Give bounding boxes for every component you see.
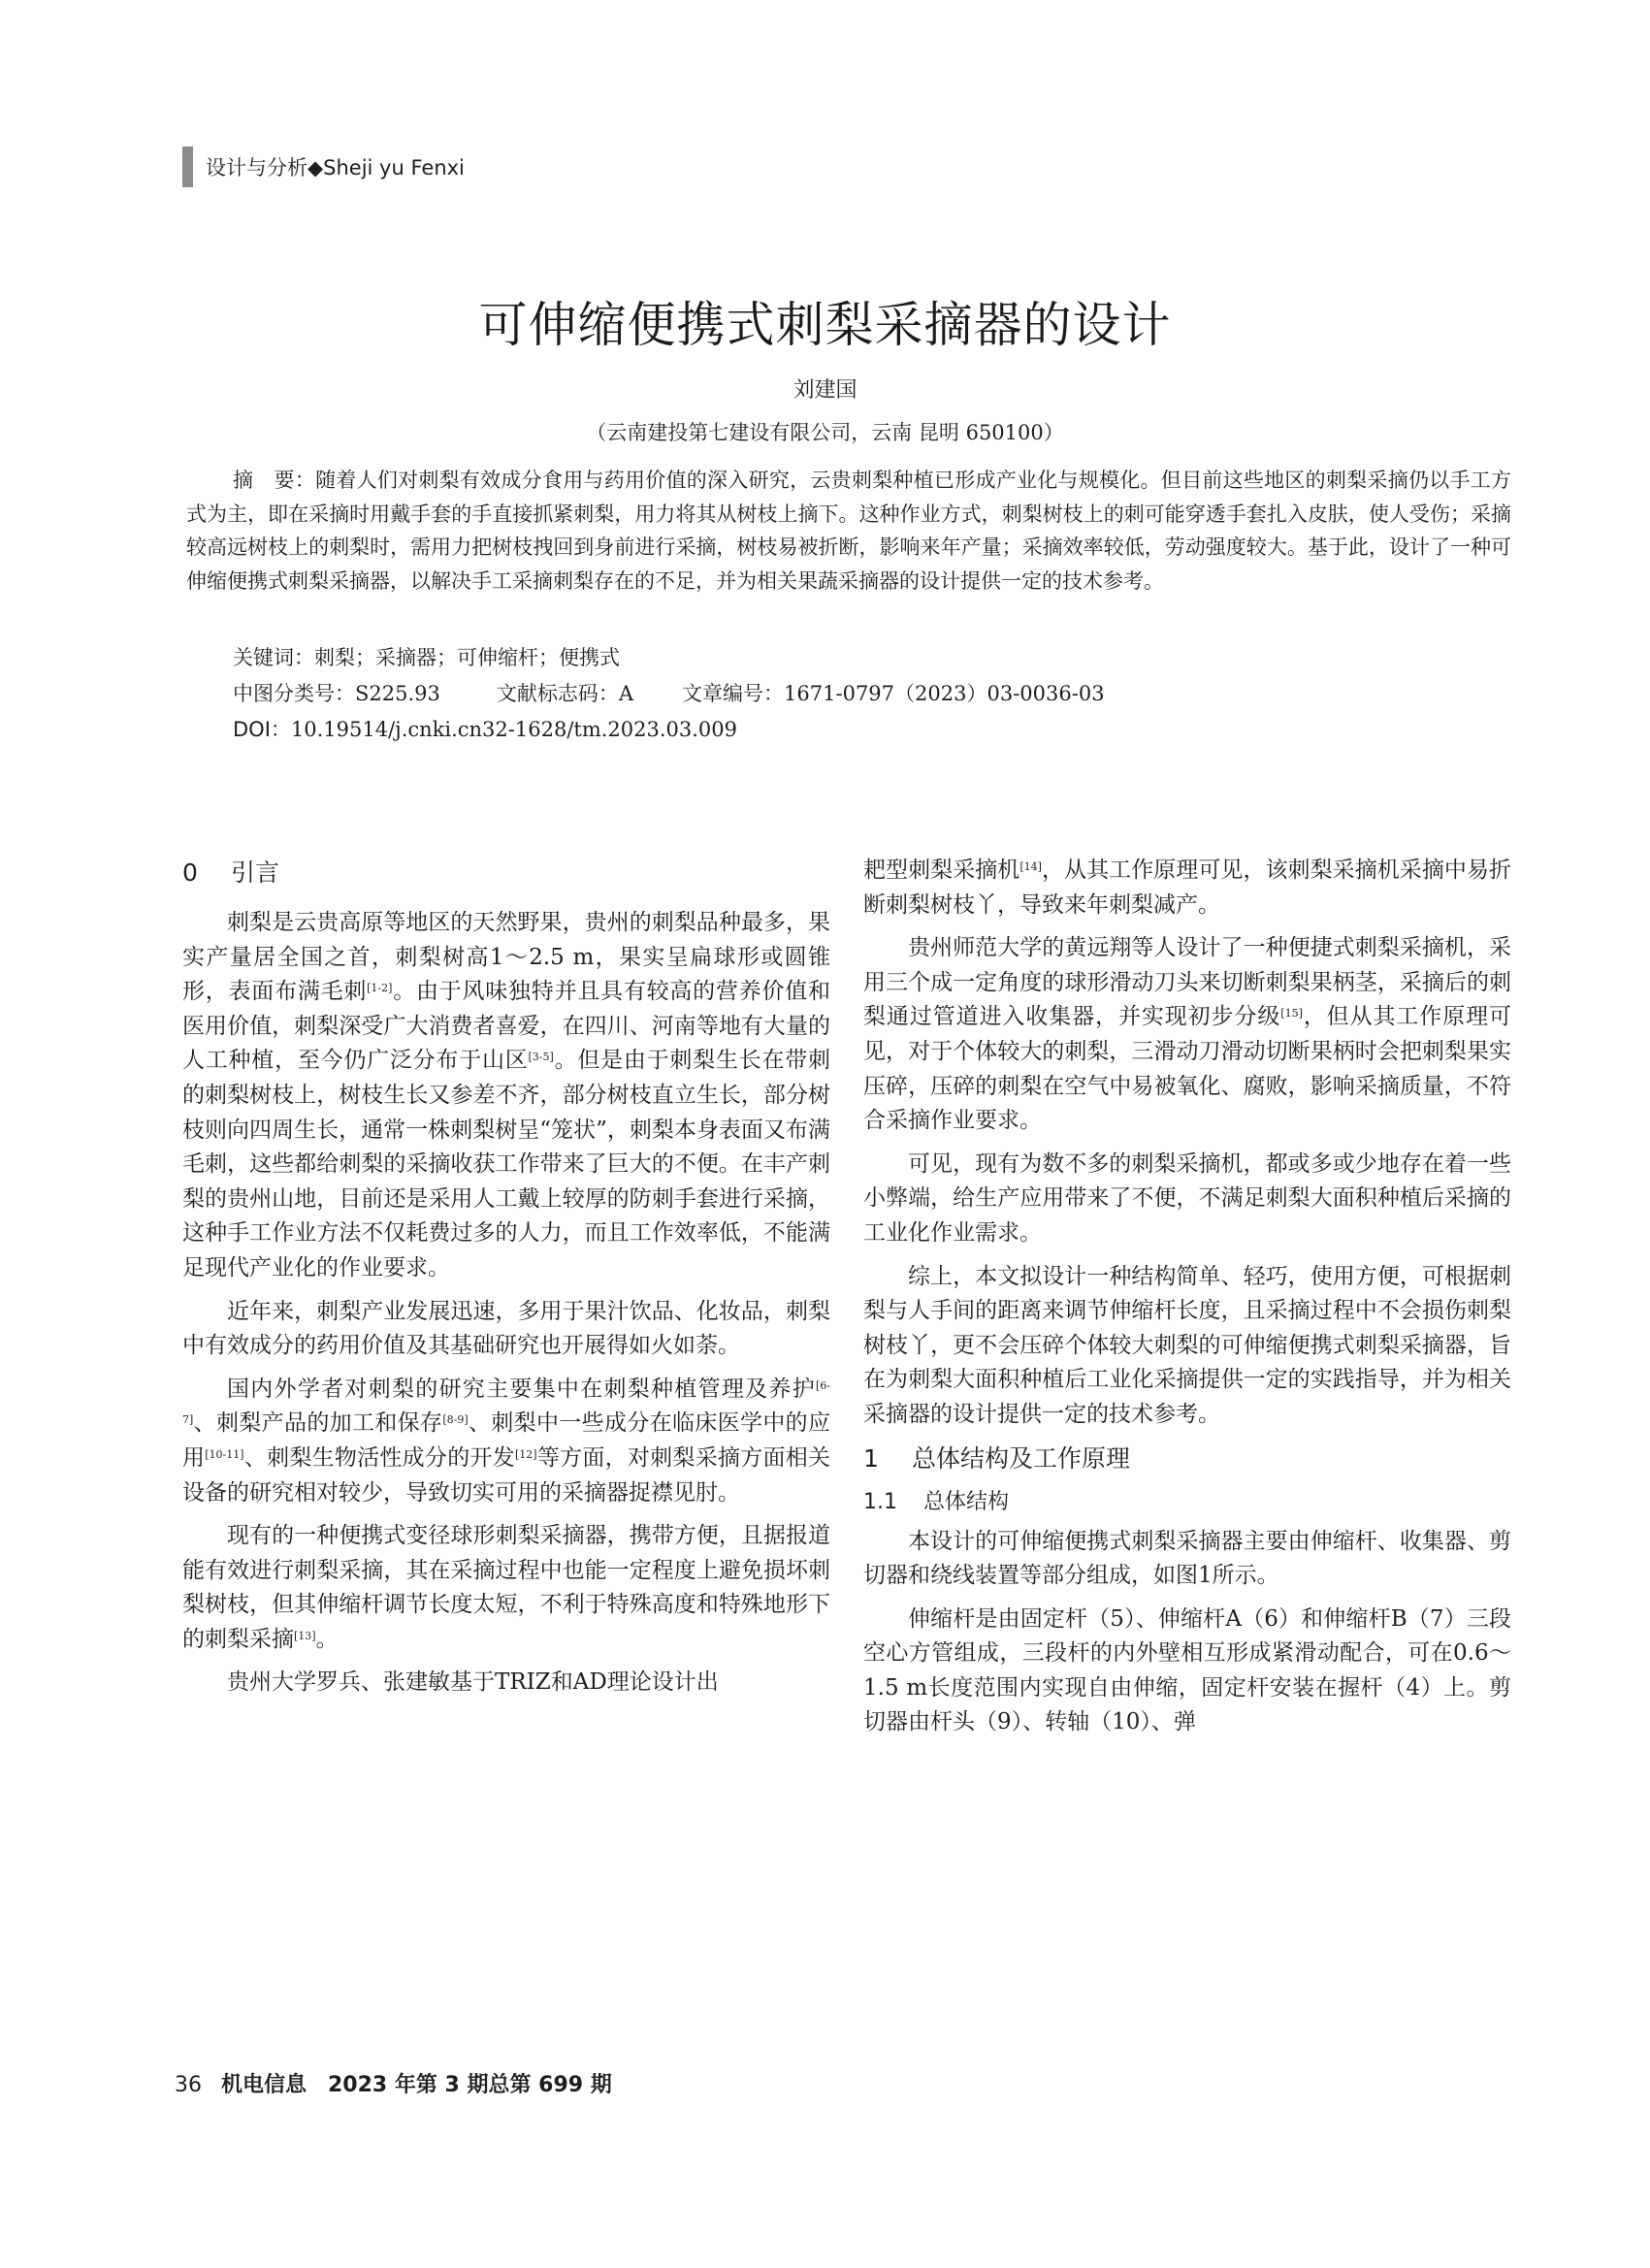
paragraph: 贵州师范大学的黄远翔等人设计了一种便捷式刺梨采摘机，采用三个成一定角度的球形滑动刀头来切断刺梨果柄茎，采摘后的刺梨通过管道进入收集器，并实现初步分级[15]，但从其工作原理可见，对于个体较大的刺梨，三滑动刀滑动切断果柄时会把刺梨果实压碎，压碎的刺梨在空气中易被氧化、腐败，影响采摘质量，不符合采摘作业要求。 <box>863 935 1512 1134</box>
keywords-text: 刺梨；采摘器；可伸缩杆；便携式 <box>314 646 620 669</box>
paragraph: 刺梨是云贵高原等地区的天然野果，贵州的刺梨品种最多，果实产量居全国之首，刺梨树高1～2.5 m，果实呈扁球形或圆锥形，表面布满毛刺[1-2]。由于风味独特并且具有较高的营养价值和医用价值，刺梨深受广大消费者喜爱，在四川、河南等地有大量的人工种植，至今仍广泛分布于山区[3-5]。但是由于刺梨生长在带刺的刺梨树枝上，树枝生长又参差不齐，部分树枝直立生长，部分树枝则向四周生长，通常一株刺梨树呈“笼状”，刺梨本身表面又布满毛刺，这些都给刺梨的采摘收获工作带来了巨大的不便。在丰产刺梨的贵州山地，目前还是采用人工戴上较厚的防刺手套进行采摘，这种手工作业方法不仅耗费过多的人力，而且工作效率低，不能满足现代产业化的作业要求。 <box>182 910 831 1280</box>
doi-label: DOI： <box>233 718 291 741</box>
abstract-label: 摘 要： <box>233 469 316 492</box>
doi-value: 10.19514/j.cnki.cn32-1628/tm.2023.03.009 <box>290 718 738 741</box>
header-bar <box>182 146 193 187</box>
column-right <box>863 854 1511 1749</box>
section-header <box>182 146 465 187</box>
section-heading: 1 总体结构及工作原理 <box>863 1443 1131 1473</box>
page-footer <box>175 2068 612 2098</box>
citation: [14] <box>1019 860 1042 873</box>
page-number: 36 <box>175 2073 202 2097</box>
paragraph: 现有的一种便携式变径球形刺梨采摘器，携带方便，且据报道能有效进行刺梨采摘，其在采摘过程中也能一定程度上避免损坏刺梨树枝，但其伸缩杆调节长度太短，不利于特殊高度和特殊地形下的刺梨采摘[13]。 <box>182 1523 830 1652</box>
article-number-label: 文章编号： <box>682 682 785 705</box>
doi <box>233 715 737 744</box>
paragraph: 近年来，刺梨产业发展迅速，多用于果汁饮品、化妆品，刺梨中有效成分的药用价值及其基础研究也开展得如火如荼。 <box>182 1298 830 1359</box>
classification-line <box>233 679 1105 708</box>
subsection-heading: 1.1 总体结构 <box>863 1489 1010 1514</box>
abstract <box>186 464 1511 598</box>
journal-info: 机电信息 2023 年第 3 期总第 699 期 <box>221 2073 612 2097</box>
section-tag: 设计与分析◆Sheji yu Fenxi <box>206 156 465 179</box>
paragraph: 耙型刺梨采摘机[14]，从其工作原理可见，该刺梨采摘机采摘中易折断刺梨树枝丫，导致来年刺梨减产。 <box>863 858 1512 918</box>
author: 刘建国 <box>793 378 857 403</box>
paragraph: 综上，本文拟设计一种结构简单、轻巧，使用方便，可根据刺梨与人手间的距离来调节伸缩杆长度，且采摘过程中不会损伤刺梨树枝丫，更不会压碎个体较大刺梨的可伸缩便携式刺梨采摘器，旨在为刺梨大面积种植后工业化采摘提供一定的实践指导，并为相关采摘器的设计提供一定的技术参考。 <box>863 1263 1511 1427</box>
citation: [1-2] <box>367 982 393 995</box>
citation: [12] <box>515 1447 537 1461</box>
citation: [8-9] <box>442 1413 469 1427</box>
citation: [13] <box>294 1629 316 1642</box>
keywords <box>233 643 620 672</box>
citation: [3-5] <box>528 1051 554 1064</box>
citation: [6-7] <box>182 1378 830 1427</box>
paper-title: 可伸缩便携式刺梨采摘器的设计 <box>478 297 1172 353</box>
doc-code-value: A <box>618 682 634 705</box>
paragraph: 伸缩杆是由固定杆（5）、伸缩杆A（6）和伸缩杆B（7）三段空心方管组成，三段杆的内外壁相互形成紧滑动配合，可在0.6～1.5 m长度范围内实现自由伸缩，固定杆安装在握杆（4）上。剪切器由杆头（9）、转轴（10）、弹 <box>863 1605 1511 1735</box>
keywords-label: 关键词： <box>233 646 314 669</box>
citation: [15] <box>1280 1007 1303 1021</box>
clc-label: 中图分类号： <box>233 682 355 705</box>
paragraph: 国内外学者对刺梨的研究主要集中在刺梨种植管理及养护[6-7]、刺梨产品的加工和保存[8-9]、刺梨中一些成分在临床医学中的应用[10-11]、刺梨生物活性成分的开发[12]等方面，对刺梨采摘方面相关设备的研究相对较少，导致切实可用的采摘器捉襟见肘。 <box>182 1376 831 1506</box>
clc-value: S225.93 <box>355 682 440 705</box>
paragraph: 本设计的可伸缩便携式刺梨采摘器主要由伸缩杆、收集器、剪切器和绕线装置等部分组成，如图1所示。 <box>863 1528 1511 1589</box>
column-left <box>182 854 830 1709</box>
article-number-value: 1671-0797（2023）03-0036-03 <box>784 682 1105 705</box>
paragraph: 贵州大学罗兵、张建敏基于TRIZ和AD理论设计出 <box>227 1669 719 1696</box>
affiliation: （云南建投第七建设有限公司，云南 昆明 650100） <box>586 421 1064 444</box>
section-heading: 0 引言 <box>182 859 280 887</box>
citation: [10-11] <box>205 1447 244 1461</box>
abstract-text: 随着人们对刺梨有效成分食用与药用价值的深入研究，云贵刺梨种植已形成产业化与规模化。但目前这些地区的刺梨采摘仍以手工方式为主，即在采摘时用戴手套的手直接抓紧刺梨，用力将其从树枝上摘下。这种作业方式，刺梨树枝上的刺可能穿透手套扎入皮肤，使人受伤；采摘较高远树枝上的刺梨时，需用力把树枝拽回到身前进行采摘，树枝易被折断，影响来年产量；采摘效率较低，劳动强度较大。基于此，设计了一种可伸缩便携式刺梨采摘器，以解决手工采摘刺梨存在的不足，并为相关果蔬采摘器的设计提供一定的技术参考。 <box>186 469 1512 593</box>
paragraph: 可见，现有为数不多的刺梨采摘机，都或多或少地存在着一些小弊端，给生产应用带来了不便，不满足刺梨大面积种植后采摘的工业化作业需求。 <box>863 1150 1511 1246</box>
doc-code-label: 文献标志码： <box>496 682 619 705</box>
